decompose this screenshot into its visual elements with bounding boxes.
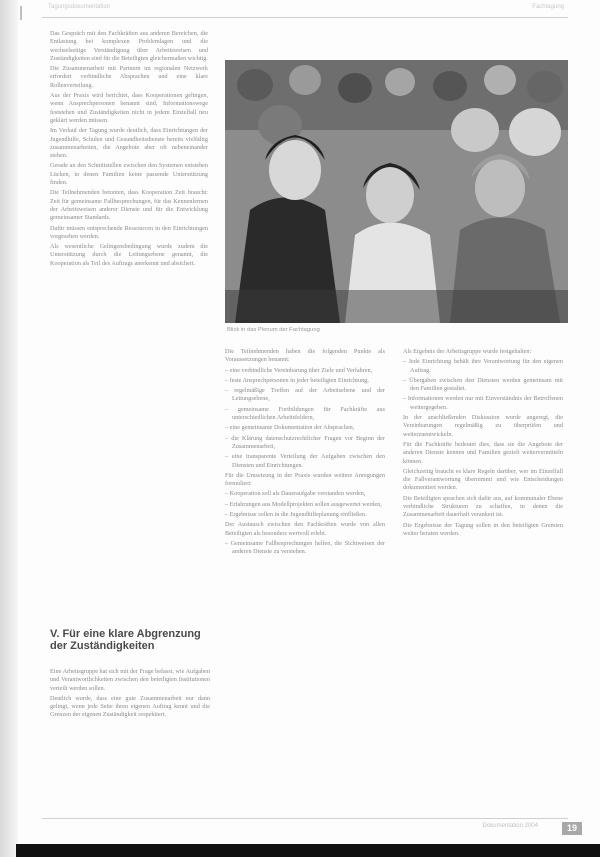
scan-edge-bar xyxy=(16,844,600,857)
paragraph: Die Zusammenarbeit mit Partnern im regionalen Netzwerk erfordert verbindliche Absprachen und eine klare Rollenverteilung. xyxy=(50,65,208,89)
list-item: – Erfahrungen aus Modellprojekten sollen ausgewertet werden, xyxy=(225,500,382,508)
list-item: – eine transparente Verteilung der Aufgaben zwischen den Diensten und Einrichtungen. xyxy=(225,453,385,469)
paragraph: Gerade an den Schnittstellen zwischen den Systemen entstehen Lücken, in denen Familien keine passende Unterstützung finden. xyxy=(50,162,208,187)
list-item: – die Klärung datenschutzrechtlicher Fragen vor Beginn der Zusammenarbeit, xyxy=(225,434,385,450)
paragraph: Die Teilnehmenden betonten, dass Kooperation Zeit braucht: Zeit für gemeinsame Fallbesprechungen, für das Kennenlernen der Arbeitsweisen anderer Dienste und für die Entwicklung gemeinsamer Standards. xyxy=(50,189,208,222)
header-mark xyxy=(20,6,30,20)
paragraph: Deutlich wurde, dass eine gute Zusammenarbeit nur dann gelingt, wenn jede Seite ihren eigenen Auftrag kennt und die Grenzen der eigenen Zuständigkeit respektiert. xyxy=(50,694,210,719)
paragraph: Eine Arbeitsgruppe hat sich mit der Frage befasst, wie Aufgaben und Verantwortlichkeiten zwischen den beteiligten Institutionen verteilt werden sollen. xyxy=(50,668,210,692)
list-item: – gemeinsame Fortbildungen für Fachkräfte aus unterschiedlichen Arbeitsfeldern, xyxy=(225,405,385,422)
page-number: 19 xyxy=(562,822,582,835)
paragraph: Die Teilnehmenden haben die folgenden Punkte als Voraussetzungen benannt: xyxy=(225,348,385,364)
paragraph: Im Verlauf der Tagung wurde deutlich, dass Einrichtungen der Jugendhilfe, Schulen und Gesundheitsdienste bereits vielfältig zusammenarbeiten, die Angebote aber oft nebeneinander stehen. xyxy=(50,127,208,160)
binding-shadow xyxy=(0,0,18,857)
paragraph: Gleichzeitig braucht es klare Regeln darüber, wer im Einzelfall die Fallverantwortung übernimmt und wie Entscheidungen dokumentiert werden. xyxy=(403,467,563,492)
audience-photo xyxy=(225,60,568,323)
text-column-3 xyxy=(403,348,563,540)
paragraph: Für die Fachkräfte bedeutet dies, dass sie die Angebote der anderen Dienste kennen und Familien gezielt weitervermitteln können. xyxy=(403,440,563,465)
section-heading: V. Für eine klare Abgrenzung der Zuständigkeiten xyxy=(50,628,201,652)
header-rule xyxy=(42,17,568,18)
paragraph: In der anschließenden Diskussion wurde angeregt, die Vereinbarungen regelmäßig zu überprüfen und weiterzuentwickeln. xyxy=(403,414,563,438)
text-column-1-lower xyxy=(50,668,210,722)
footer-rule xyxy=(42,818,568,819)
photo-caption: Blick in das Plenum der Fachtagung xyxy=(227,327,320,333)
running-header-left: Tagungsdokumentation xyxy=(48,4,111,10)
list-item: – feste Ansprechpersonen in jeder beteiligten Einrichtung, xyxy=(225,376,369,384)
list-item: – regelmäßige Treffen auf der Arbeitsebene und der Leitungsebene, xyxy=(225,387,385,403)
list-item: – Übergaben zwischen den Diensten werden gemeinsam mit den Familien gestaltet. xyxy=(403,376,563,393)
paragraph: Als Ergebnis der Arbeitsgruppe wurde festgehalten: xyxy=(403,348,532,355)
list-item: – Gemeinsame Fallbesprechungen helfen, die Sichtweisen der anderen Dienste zu verstehen. xyxy=(225,539,385,556)
list-item: – Ergebnisse sollen in die Jugendhilfeplanung einfließen. xyxy=(225,511,367,519)
paragraph: Der Austausch zwischen den Fachkräften wurde von allen Beteiligten als besonders wertvoll erlebt. xyxy=(225,521,385,537)
paragraph: Die Ergebnisse der Tagung sollen in den beteiligten Gremien weiter beraten werden. xyxy=(403,521,563,537)
paragraph: Aus der Praxis wird berichtet, dass Kooperationen gelingen, wenn Ansprechpersonen benannt sind, Informationswege feststehen und Zuständigkeiten nicht in jedem Einzelfall neu geklärt werden müssen. xyxy=(50,92,208,124)
list-item: – Kooperation soll als Daueraufgabe verstanden werden, xyxy=(225,490,366,498)
paragraph: Das Gespräch mit den Fachkräften aus anderen Bereichen, die Entlastung bei komplexen Problemlagen und die wechselseitige Verständigung über Arbeitsweisen und Zuständigkeiten sind für die Beteiligten gleichermaßen wichtig. xyxy=(50,30,208,62)
running-header-right: Fachtagung xyxy=(532,4,564,10)
paragraph: Die Beteiligten sprachen sich dafür aus, auf kommunaler Ebene verbindliche Strukturen zu schaffen, in denen die Zusammenarbeit dauerhaft verankert ist. xyxy=(403,494,563,519)
paragraph: Für die Umsetzung in der Praxis wurden weitere Anregungen formuliert: xyxy=(225,471,385,488)
list-item: – Jede Einrichtung behält ihre Verantwortung für den eigenen Auftrag. xyxy=(403,358,563,374)
text-column-1 xyxy=(50,30,208,270)
paragraph: Dafür müssen entsprechende Ressourcen in den Einrichtungen vorgesehen werden. xyxy=(50,224,208,240)
text-column-2 xyxy=(225,348,385,559)
paragraph: Als wesentliche Gelingensbedingung wurde zudem die Unterstützung durch die Leitungsebene genannt, die Kooperation als Teil des Auftrags anerkennt und absichert. xyxy=(50,243,208,267)
list-item: – eine verbindliche Vereinbarung über Ziele und Verfahren, xyxy=(225,366,373,374)
list-item: – eine gemeinsame Dokumentation der Absprachen, xyxy=(225,424,355,432)
list-item: – Informationen werden nur mit Einverständnis der Betroffenen weitergegeben. xyxy=(403,395,563,411)
footer-text: Dokumentation 2004 xyxy=(482,823,538,829)
